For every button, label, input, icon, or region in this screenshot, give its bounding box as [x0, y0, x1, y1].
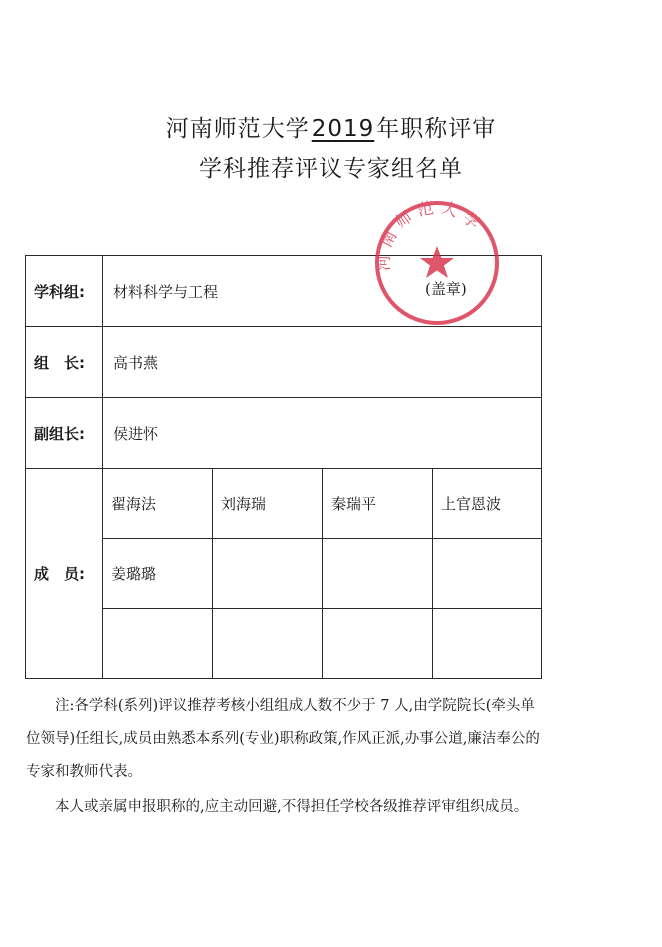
member-cell: [103, 609, 213, 679]
star-icon: [420, 246, 454, 278]
title-university: 河南师范大学: [165, 116, 310, 142]
member-cell: 翟海法: [103, 469, 213, 539]
member-cell: [433, 539, 542, 609]
note-paragraph-1: 注:各学科(系列)评议推荐考核小组组成人数不少于 7 人,由学院院长(牵头单位领导)任组长,成员由熟悉本系列(专业)职称政策,作风正派,办事公道,廉洁奉公的专家和教师代表。: [26, 698, 540, 780]
title-year: 2019: [311, 116, 375, 142]
member-cell: 上官恩波: [433, 469, 542, 539]
member-cell: [323, 609, 433, 679]
notes-section: [26, 690, 542, 824]
member-cell: 刘海瑞: [213, 469, 323, 539]
leader-label: 组 长:: [26, 327, 103, 398]
university-seal-stamp: [372, 198, 502, 328]
stamp-label: (盖章): [425, 280, 467, 298]
member-cell: 姜璐璐: [103, 539, 213, 609]
members-label: 成 员:: [26, 469, 103, 679]
member-cell: [213, 609, 323, 679]
title-suffix: 年职称评审: [376, 116, 497, 142]
document-title-line2: 学科推荐评议专家组名单: [199, 156, 463, 182]
note-paragraph-2: 本人或亲属申报职称的,应主动回避,不得担任学校各级推荐评审组织成员。: [55, 799, 529, 815]
document-title-line1: [0, 110, 662, 143]
member-cell: [213, 539, 323, 609]
member-cell: [433, 609, 542, 679]
seal-text: 河南师范大学: [373, 198, 489, 272]
member-cell: 秦瑞平: [323, 469, 433, 539]
member-cell: [323, 539, 433, 609]
leader-value: 高书燕: [103, 327, 542, 398]
deputy-value: 侯进怀: [103, 398, 542, 469]
discipline-value: 材料科学与工程: [103, 256, 542, 327]
discipline-label: 学科组:: [26, 256, 103, 327]
deputy-label: 副组长:: [26, 398, 103, 469]
